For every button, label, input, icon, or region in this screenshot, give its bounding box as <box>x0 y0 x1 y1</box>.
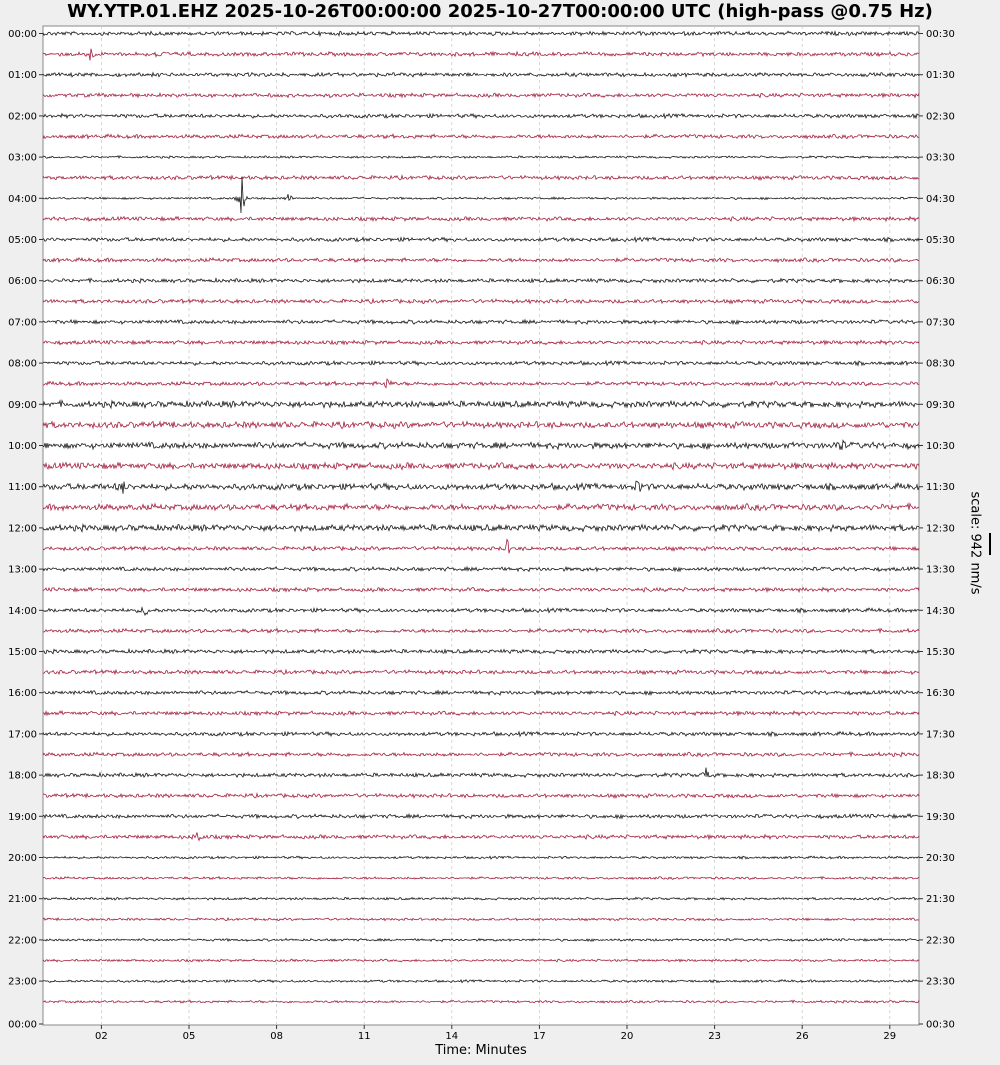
left-time-label: 09:00 <box>8 399 37 411</box>
right-time-label: 16:30 <box>926 688 955 700</box>
x-tick-label: 26 <box>795 1031 809 1042</box>
right-time-label: 07:30 <box>926 317 955 329</box>
left-time-label: 00:00 <box>8 1019 37 1031</box>
x-axis-label: Time: Minutes <box>435 1043 527 1058</box>
right-time-label: 10:30 <box>926 441 955 452</box>
left-time-label: 14:00 <box>8 605 37 617</box>
x-tick-label: 14 <box>445 1031 459 1042</box>
x-tick-label: 29 <box>883 1031 897 1042</box>
right-time-label: 02:30 <box>926 111 955 123</box>
left-time-label: 00:00 <box>8 29 37 40</box>
right-time-label: 21:30 <box>926 894 955 906</box>
x-tick-label: 11 <box>357 1031 371 1042</box>
right-time-label: 15:30 <box>926 647 955 658</box>
left-time-label: 08:00 <box>8 358 37 370</box>
left-time-label: 15:00 <box>8 647 37 658</box>
right-time-label: 11:30 <box>926 482 955 494</box>
right-time-label: 08:30 <box>926 358 955 370</box>
left-time-label: 07:00 <box>8 317 37 329</box>
left-time-label: 11:00 <box>8 482 37 494</box>
chart-title: WY.YTP.01.EHZ 2025-10-26T00:00:00 2025-10-27T00:00:00 UTC (high-pass @0.75 Hz) <box>67 1 933 22</box>
right-time-label: 04:30 <box>926 193 955 205</box>
scale-bar <box>989 533 991 555</box>
left-time-label: 04:00 <box>8 193 37 205</box>
left-time-label: 03:00 <box>8 152 37 164</box>
right-time-label: 03:30 <box>926 152 955 164</box>
right-time-label: 13:30 <box>926 564 955 576</box>
left-time-label: 18:00 <box>8 770 37 782</box>
right-time-label: 18:30 <box>926 770 955 782</box>
left-time-label: 21:00 <box>8 894 37 906</box>
x-tick-label: 02 <box>95 1031 108 1042</box>
left-time-label: 19:00 <box>8 811 37 823</box>
right-time-label: 22:30 <box>926 935 955 947</box>
right-time-label: 06:30 <box>926 276 955 288</box>
right-time-label: 12:30 <box>926 523 955 535</box>
right-time-label: 17:30 <box>926 729 955 741</box>
x-tick-label: 08 <box>270 1031 283 1042</box>
right-time-label: 19:30 <box>926 811 955 823</box>
left-time-label: 13:00 <box>8 564 37 576</box>
right-time-label: 20:30 <box>926 853 955 864</box>
left-time-label: 23:00 <box>8 976 37 988</box>
left-time-label: 06:00 <box>8 276 37 288</box>
left-time-label: 17:00 <box>8 729 37 741</box>
right-time-label: 01:30 <box>926 70 955 82</box>
right-time-label: 00:30 <box>926 1019 955 1031</box>
x-tick-label: 20 <box>620 1031 634 1042</box>
left-time-label: 02:00 <box>8 111 37 123</box>
x-tick-label: 17 <box>533 1031 546 1042</box>
right-time-label: 14:30 <box>926 605 955 617</box>
left-time-label: 01:00 <box>8 70 37 82</box>
left-time-label: 05:00 <box>8 235 37 246</box>
left-time-label: 16:00 <box>8 688 37 700</box>
scale-label: scale: 942 nm/s <box>967 491 983 595</box>
left-time-label: 10:00 <box>8 441 37 452</box>
right-time-label: 09:30 <box>926 399 955 411</box>
x-tick-label: 05 <box>182 1031 196 1042</box>
left-time-label: 22:00 <box>8 935 37 947</box>
right-time-label: 23:30 <box>926 976 955 988</box>
right-time-label: 00:30 <box>926 29 955 40</box>
left-time-label: 12:00 <box>8 523 37 535</box>
left-time-label: 20:00 <box>8 853 37 864</box>
x-tick-label: 23 <box>708 1031 721 1042</box>
right-time-label: 05:30 <box>926 235 955 246</box>
